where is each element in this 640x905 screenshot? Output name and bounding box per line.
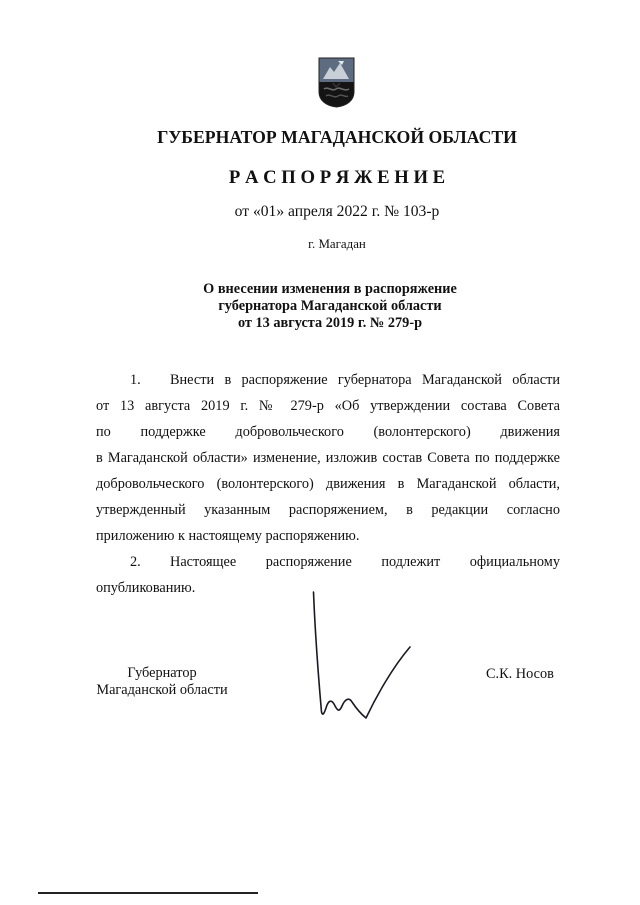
- coat-of-arms-emblem: [318, 57, 355, 108]
- document-place: г. Магадан: [308, 237, 366, 251]
- subject-line: губернатора Магаданской области: [218, 298, 442, 314]
- signature-stroke: [314, 592, 411, 718]
- issuing-authority: ГУБЕРНАТОР МАГАДАНСКОЙ ОБЛАСТИ: [157, 127, 517, 147]
- handwritten-signature: [300, 585, 420, 725]
- body-line: утвержденный указанным распоряжением, в редакции согласно: [96, 502, 560, 518]
- body-line: добровольческого (волонтерского) движения в Магаданской области,: [96, 476, 560, 492]
- body-line: Внести в распоряжение губернатора Магаданской области: [170, 372, 560, 388]
- coat-of-arms-icon: [318, 57, 355, 108]
- body-line: опубликованию.: [96, 580, 196, 596]
- body-line: в Магаданской области» изменение, изложив состав Совета по поддержке: [96, 450, 560, 466]
- paragraph-number: 1.: [130, 372, 141, 388]
- signatory-name: С.К. Носов: [486, 666, 554, 682]
- body-line: по поддержке добровольческого (волонтерского) движения: [96, 424, 560, 440]
- body-line: Настоящее распоряжение подлежит официальному: [170, 554, 560, 570]
- body-line: приложению к настоящему распоряжению.: [96, 528, 360, 544]
- document-subject: [30, 281, 630, 332]
- subject-line: О внесении изменения в распоряжение: [203, 281, 457, 297]
- signatory-position: [95, 665, 229, 699]
- paragraph-number: 2.: [130, 554, 141, 570]
- document-type: Р А С П О Р Я Ж Е Н И Е: [228, 167, 446, 188]
- signatory-position-line: Магаданской области: [96, 682, 228, 698]
- document-date-number: от «01» апреля 2022 г. № 103-р: [234, 203, 440, 220]
- signatory-position-line: Губернатор: [127, 665, 197, 681]
- subject-line: от 13 августа 2019 г. № 279-р: [237, 315, 423, 331]
- footer-rule: [38, 892, 258, 894]
- body-line: от 13 августа 2019 г. № 279-р «Об утверждении состава Совета: [96, 398, 560, 414]
